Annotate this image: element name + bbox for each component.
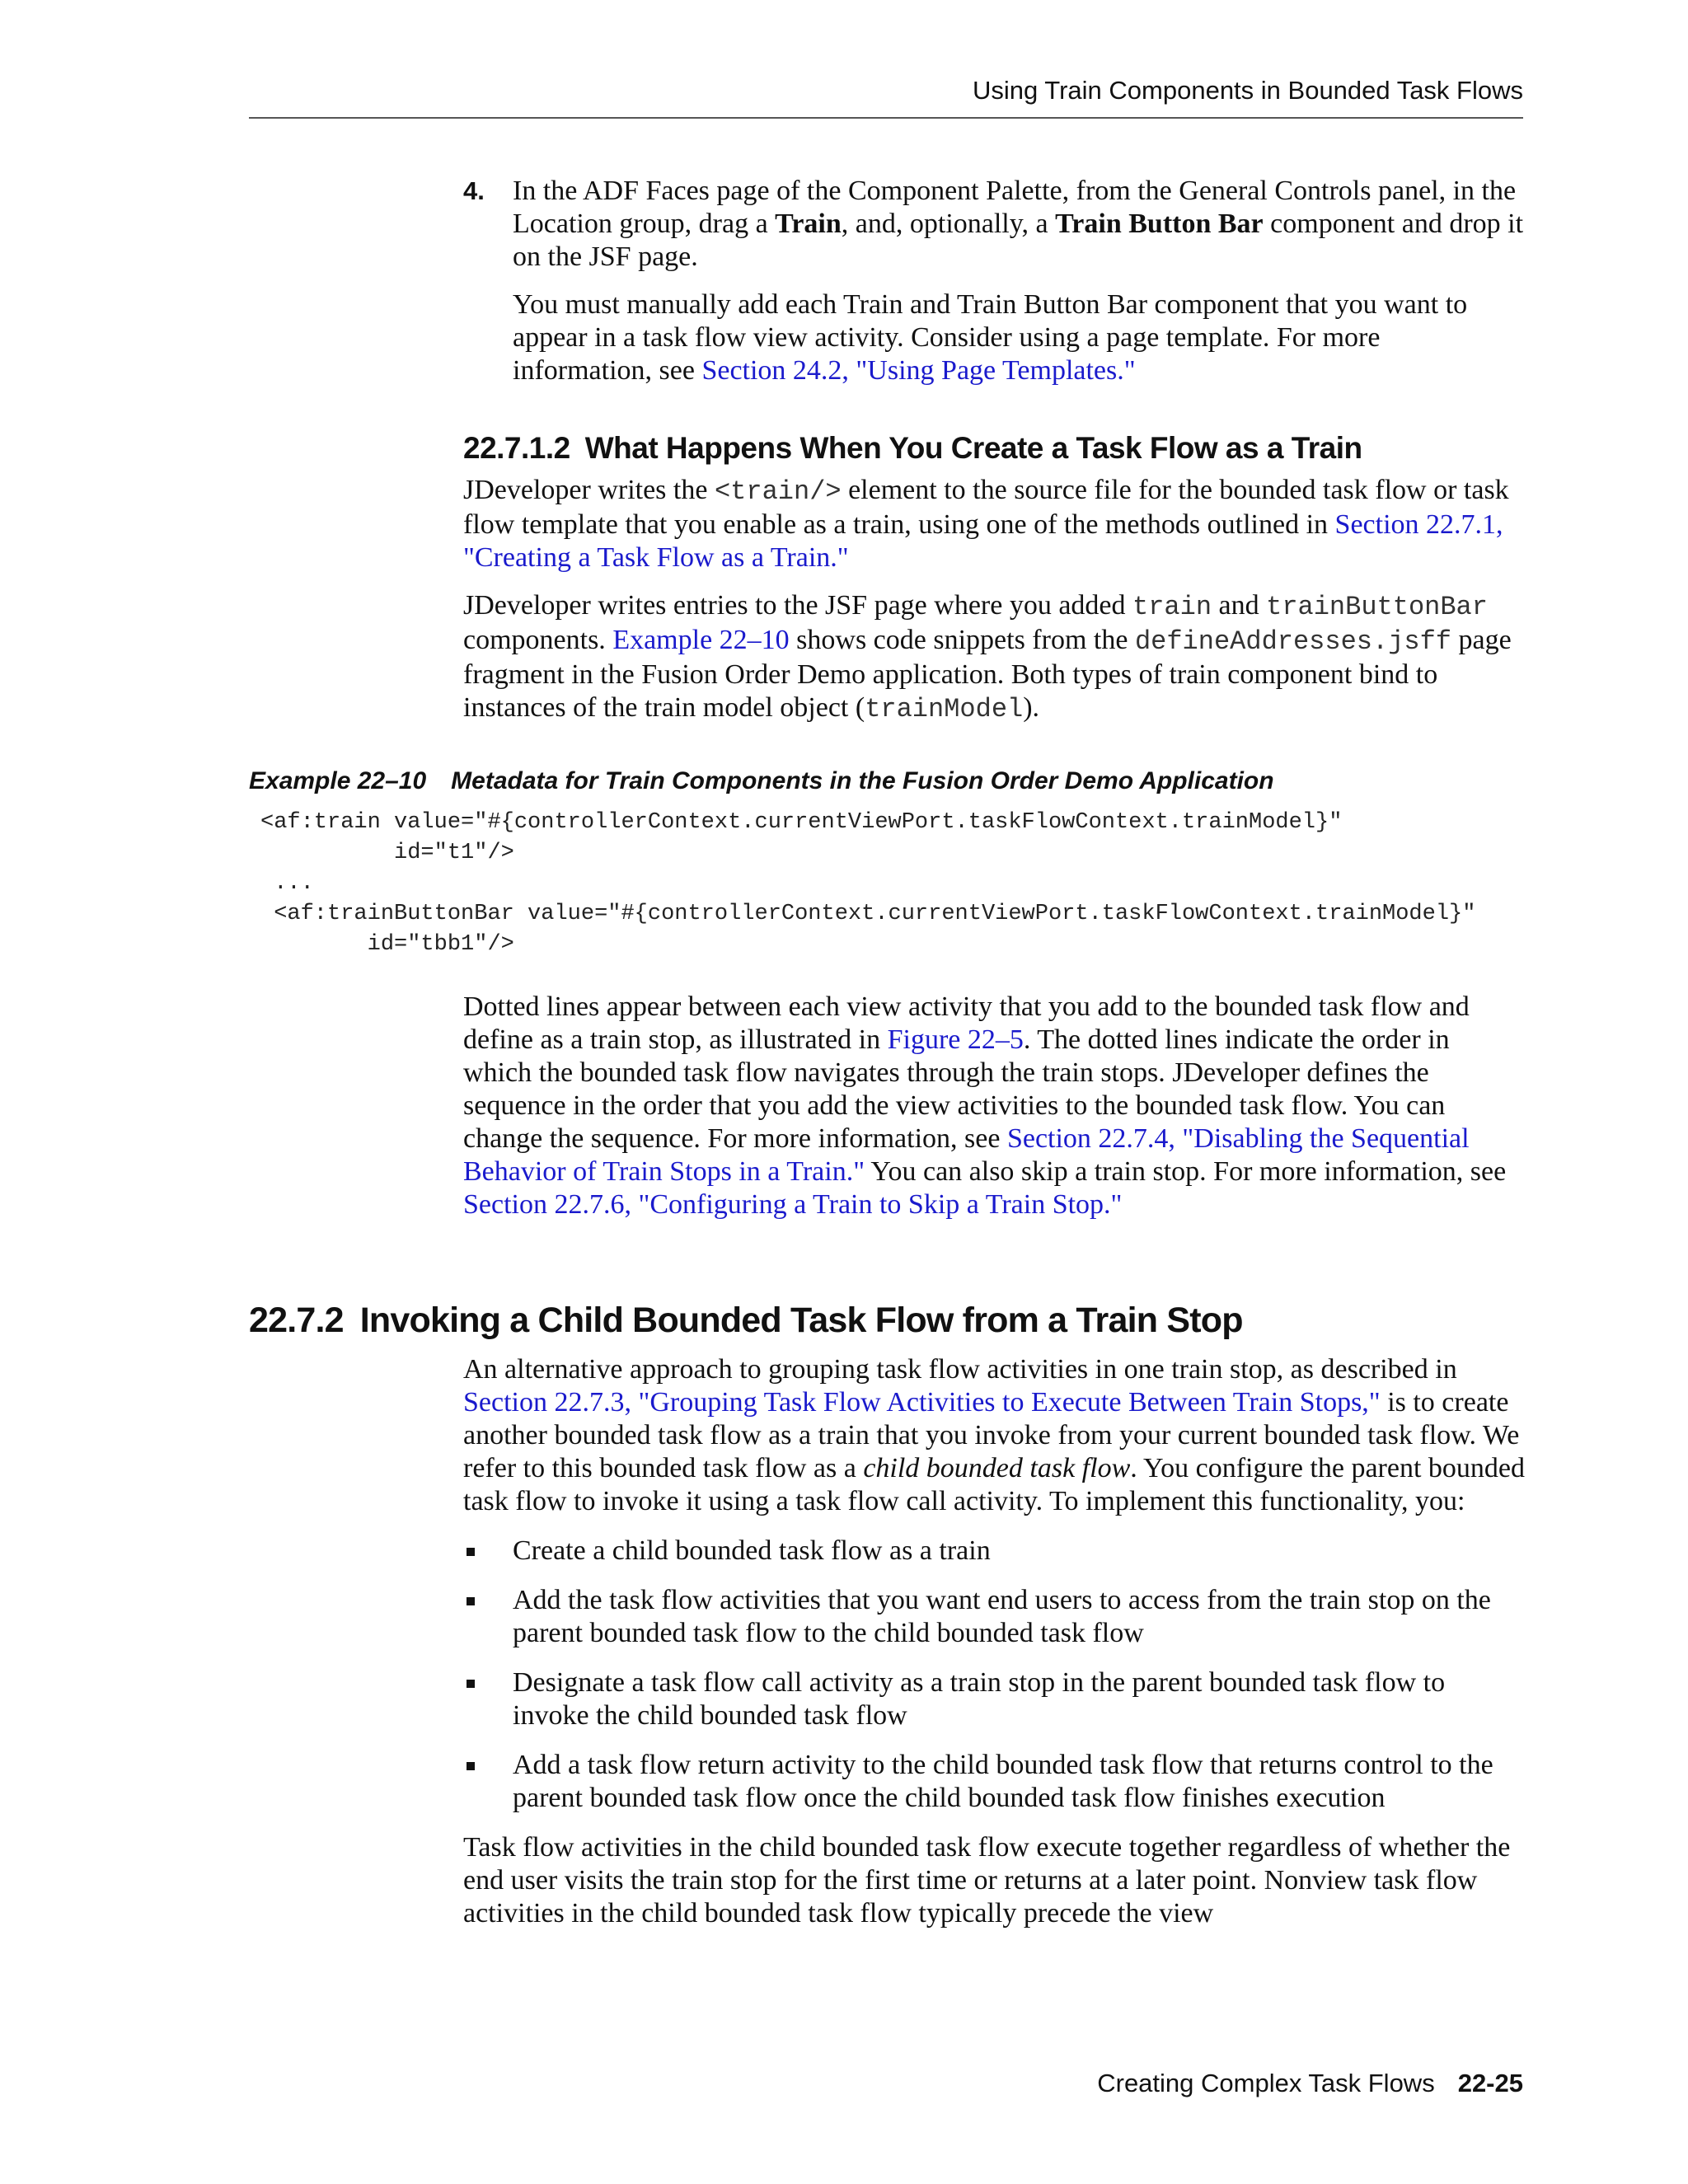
example-number: Example 22–10 (249, 767, 427, 794)
code-inline: train (1132, 592, 1212, 622)
section-heading-22-7-2 (249, 1299, 1243, 1342)
link-section-22-7-1[interactable]: Section 22.7.1, "Creating a Task Flow as a Train." (463, 509, 1503, 573)
running-footer (249, 2067, 1523, 2100)
list-item (463, 1666, 1525, 1732)
note-text: You must manually add each Train and Train Button Bar component that you want to appear in a task flow view activity. Consider using a page template. For more information, see (513, 289, 1468, 386)
text: and (1212, 590, 1267, 621)
code-inline: trainButtonBar (1266, 592, 1488, 622)
step-number: 4. (463, 176, 485, 205)
bullet-list (463, 1535, 1525, 1815)
link-section-22-7-4[interactable]: Section 22.7.4, "Disabling the Sequential Behavior of Train Stops in a Train." (463, 1123, 1470, 1187)
train-button-bar-label: Train Button Bar (1055, 209, 1264, 239)
page-number: 22-25 (1457, 2069, 1523, 2097)
link-figure-22-5[interactable]: Figure 22–5 (887, 1024, 1024, 1055)
step-4-note (513, 288, 1525, 387)
text: Dotted lines appear between each view activity that you add to the bounded task flow and define as a train stop, as illustrated in (463, 991, 1470, 1055)
list-item (463, 1584, 1525, 1650)
text: JDeveloper writes entries to the JSF page where you added (463, 590, 1132, 621)
text: . You configure the parent bounded task flow to invoke it using a task flow call activity. To implement this functionality, you: (463, 1453, 1525, 1516)
list-item-text: Add the task flow activities that you want end users to access from the train stop on the parent bounded task flow to the child bounded task flow (513, 1585, 1491, 1648)
example-caption (249, 766, 1274, 796)
bullet-square-icon (467, 1680, 475, 1688)
step-text: component and drop it on the JSF page. (513, 209, 1524, 272)
list-item (463, 1535, 1525, 1568)
step-text: In the ADF Faces page of the Component Palette, from the General Controls panel, in the Location group, drag a (513, 176, 1517, 239)
list-item-text: Add a task flow return activity to the child bounded task flow that returns control to the parent bounded task flow once the child bounded task flow finishes execution (513, 1750, 1493, 1813)
text: . The dotted lines indicate the order in which the bounded task flow navigates through the train stops. JDeveloper defines the sequence in the order that you add the view activities to the bounded task flow. You can change the sequence. For more information, see (463, 1024, 1450, 1154)
example-title: Metadata for Train Components in the Fusion Order Demo Application (451, 767, 1274, 794)
paragraph: Task flow activities in the child bounded task flow execute together regardless of whether the end user visits the train stop for the first time or returns at a later point. Nonview task flow activities in the child bounded task flow typically precede the view (463, 1832, 1511, 1929)
step-4-paragraph (513, 175, 1525, 274)
link-example-22-10[interactable]: Example 22–10 (612, 625, 790, 655)
text: element to the source file for the bounded task flow or task flow template that you enable as a train, using one of the methods outlined in (463, 475, 1509, 540)
footer-chapter-title: Creating Complex Task Flows (1097, 2069, 1435, 2097)
bullet-square-icon (467, 1597, 475, 1605)
link-section-22-7-6[interactable]: Section 22.7.6, "Configuring a Train to Skip a Train Stop." (463, 1189, 1123, 1220)
code-inline: trainModel (865, 694, 1024, 724)
step-text: , and, optionally, a (841, 209, 1056, 239)
bullet-square-icon (467, 1548, 475, 1556)
list-item-text: Create a child bounded task flow as a train (513, 1535, 991, 1566)
code-example: <af:train value="#{controllerContext.currentViewPort.taskFlowContext.trainModel}" id="t1"/> ... <af:trainButtonBar value="#{controllerContext.currentViewPort.taskFlowContext.trainModel}" id="tbb1"/> (260, 810, 1476, 957)
section-22-7-2-body (463, 1353, 1525, 1930)
section-title: What Happens When You Create a Task Flow as a Train (584, 431, 1362, 465)
list-item (463, 1749, 1525, 1815)
running-header: Using Train Components in Bounded Task Flows (249, 74, 1523, 119)
step-4 (463, 175, 1525, 387)
paragraph (463, 589, 1525, 726)
link-section-22-7-3[interactable]: Section 22.7.3, "Grouping Task Flow Activities to Execute Between Train Stops," (463, 1387, 1381, 1418)
text: components. (463, 625, 613, 655)
section-title: Invoking a Child Bounded Task Flow from a Train Stop (359, 1301, 1243, 1340)
link-section-24-2[interactable]: Section 24.2, "Using Page Templates." (701, 355, 1136, 386)
code-inline: defineAddresses.jsff (1134, 626, 1451, 657)
train-label: Train (775, 209, 842, 239)
text: JDeveloper writes the (463, 475, 715, 505)
paragraph (463, 1353, 1525, 1518)
bullet-square-icon (467, 1762, 475, 1770)
text: page fragment in the Fusion Order Demo application. Both types of train component bind to instances of the train model object ( (463, 625, 1512, 723)
text: An alternative approach to grouping task flow activities in one train stop, as described in (463, 1354, 1457, 1385)
paragraph (463, 991, 1525, 1221)
list-item-text: Designate a task flow call activity as a train stop in the parent bounded task flow to invoke the child bounded task flow (513, 1667, 1446, 1731)
section-heading-22-7-1-2 (463, 430, 1362, 466)
code-inline: <train/> (714, 476, 842, 507)
text: ). (1023, 692, 1040, 723)
section-22-7-1-2-body (463, 474, 1525, 726)
dotted-lines-paragraph (463, 991, 1525, 1221)
paragraph (463, 474, 1525, 574)
text: shows code snippets from the (789, 625, 1135, 655)
text: is to create another bounded task flow as a train that you invoke from your current bounded task flow. We refer to this bounded task flow as a (463, 1387, 1520, 1483)
text: You can also skip a train stop. For more information, see (865, 1156, 1507, 1187)
section-number: 22.7.1.2 (463, 431, 570, 465)
section-number: 22.7.2 (249, 1301, 344, 1340)
italic-term: child bounded task flow (863, 1453, 1131, 1483)
